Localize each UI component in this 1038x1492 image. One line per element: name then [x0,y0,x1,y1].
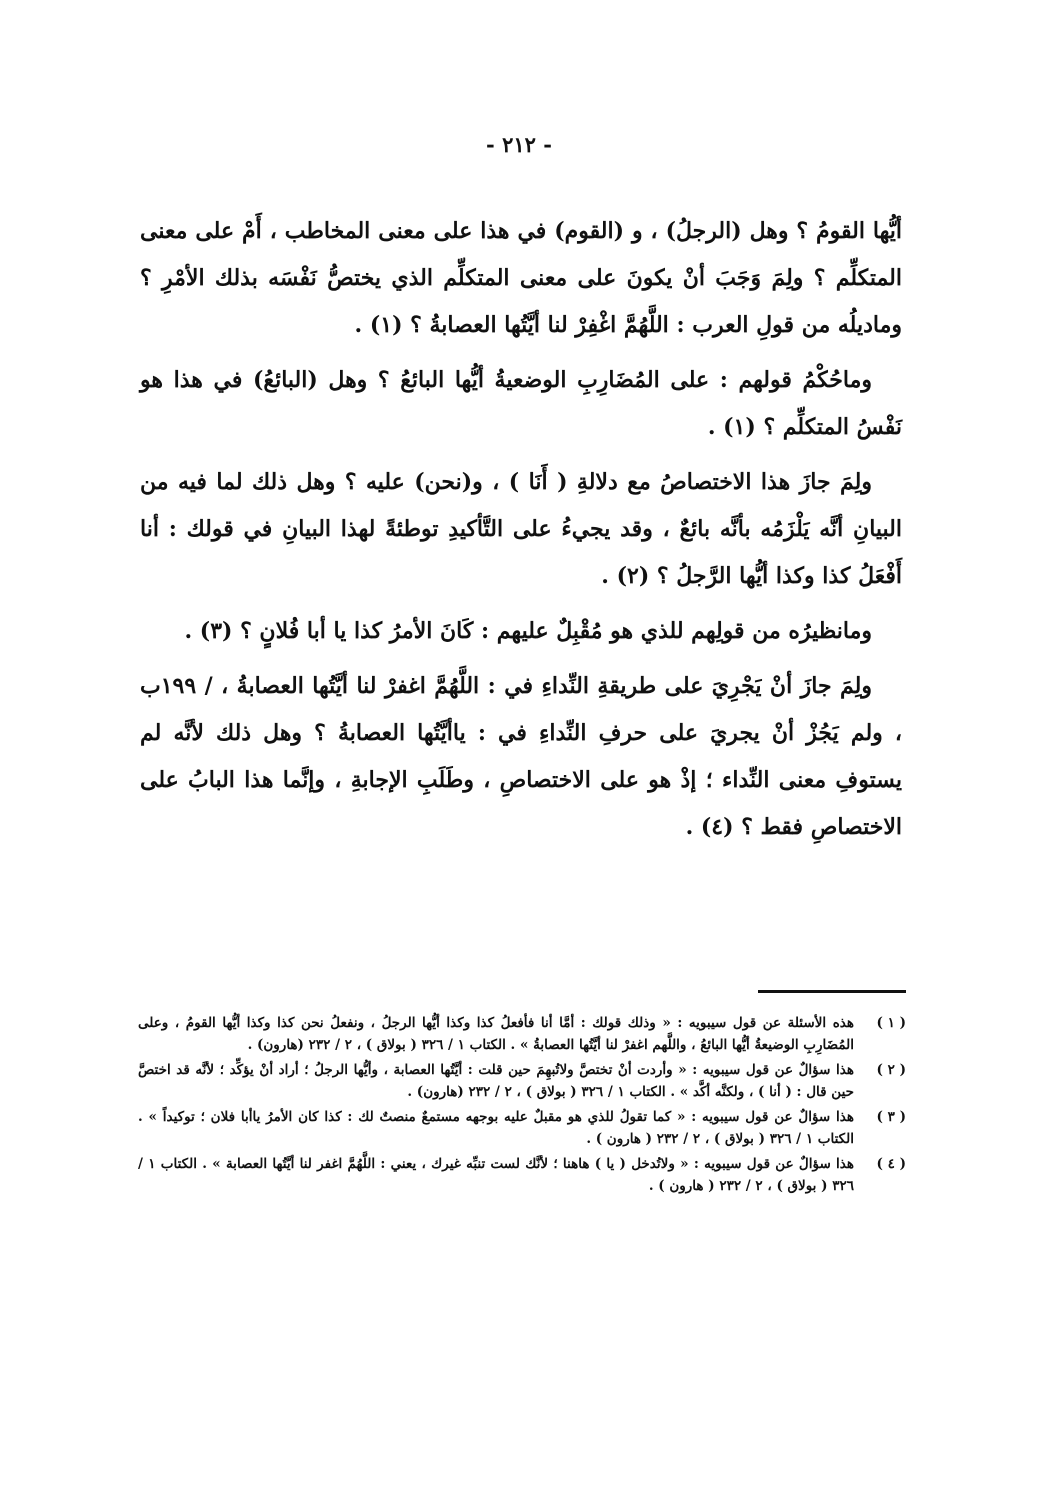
paragraph: أيُّها القومُ ؟ وهل (الرجلُ) ، و (القوم) في هذا على معنى المخاطب ، أَمْ على معنى المتكلِّم ؟ ولِمَ وَجَبَ أنْ يكونَ على معنى المتكلِّم الذي يختصُّ نَفْسَه بذلك الأمْرِ ؟ وماديلُه من قولِ العرب : اللَّهُمَّ اغْفِرْ لنا أيَّتُها العصابةُ ؟ (١) . [140,218,902,338]
page-number: - ٢١٢ - [486,132,552,157]
footnote [138,1153,906,1197]
footnote-text: هذا سؤالٌ عن قول سيبويه : « ولاتُدخل ( يا ) هاهنا ؛ لأنَّك لست تنبِّه غيرك ، يعني : اللَّهُمَّ اغفر لنا أيَّتُها العصابة » . الكتاب ١ / ٣٢٦ ( بولاق ) ، ٢ / ٢٣٢ ( هارون ) . [138,1156,854,1194]
footnote-divider [758,990,906,993]
paragraph: ولِمَ جازَ هذا الاختصاصُ مع دلالةِ ( أَنَا ) ، و(نحن) عليه ؟ وهل ذلك لما فيه من البيانِ أنَّه يَلْزَمُه بأنَّه بائعٌ ، وقد يجيءُ على التَّأكيدِ توطئةً لهذا البيانِ في قولك : أنا أَفْعَلُ كذا وكذا أيُّها الرَّجلُ ؟ (٢) . [140,469,902,589]
paragraph: ولِمَ جازَ أنْ يَجْرِيَ على طريقةِ النِّداءِ في : اللَّهُمَّ اغفرْ لنا أيَّتُها العصابةُ ، / ١٩٩ب ، ولم يَجُزْ أنْ يجريَ على حرفِ النِّداءِ في : ياأيَّتُها العصابةُ ؟ وهل ذلك لأنَّه لم يستوفِ معنى النِّداء ؛ إذْ هو على الاختصاصِ ، وطَلَبِ الإجابةِ ، وإنَّما هذا البابُ على الاختصاصِ فقط ؟ (٤) . [140,673,902,840]
main-text [140,208,902,859]
footnote-number: ( ٤ ) [876,1156,906,1172]
footnote-text: هذا سؤالٌ عن قول سيبويه : « وأردت أنْ تختصَّ ولاتُبهِمَ حين قلت : أيَّتُها العصابة ، وأيُّها الرجلُ ؛ أراد أنْ يؤكِّد ؛ لأنَّه قد اختصَّ حين قال : ( أنا ) ، ولكنَّه أكَّد » . الكتاب ١ / ٣٢٦ ( بولاق ) ، ٢ / ٢٣٢ (هارون) . [138,1062,854,1100]
footnote-number: ( ١ ) [876,1015,906,1031]
footnote-text: هذه الأسئلة عن قول سيبويه : « وذلك قولك : أمَّا أنا فأفعلُ كذا وكذا أيُّها الرجلُ ، ونفعلُ نحن كذا وكذا أيُّها القومُ ، وعلى المُضَارِبِ الوضيعةُ أيُّها البائعُ ، واللَّهم اغفرْ لنا أيَّتُها العصابةُ » . الكتاب ١ / ٣٢٦ ( بولاق ) ، ٢ / ٢٣٢ (هارون) . [138,1015,854,1053]
footnote-number: ( ٣ ) [876,1109,906,1125]
footnote-text: هذا سؤالٌ عن قول سيبويه : « كما تقولُ للذي هو مقبلٌ عليه بوجهه مستمعٌ منصتٌ لك : كذا كان الأمرُ ياأبا فلان ؛ توكيداً » . الكتاب ١ / ٣٢٦ ( بولاق ) ، ٢ / ٢٣٢ ( هارون ) . [138,1109,854,1147]
footnote [138,1059,906,1103]
footnote [138,1012,906,1056]
paragraph: وماحُكْمُ قولهم : على المُضَارِبِ الوضعيةُ أيُّها البائعُ ؟ وهل (البائعُ) في هذا هو نَفْسُ المتكلِّم ؟ (١) . [140,367,902,440]
footnote-number: ( ٢ ) [876,1062,906,1078]
paragraph: ومانظيرُه من قولِهم للذي هو مُقْبِلٌ عليهم : كَانَ الأمرُ كذا يا أبا فُلانٍ ؟ (٣) . [184,618,872,644]
footnotes-section [138,1012,906,1200]
footnote [138,1106,906,1150]
